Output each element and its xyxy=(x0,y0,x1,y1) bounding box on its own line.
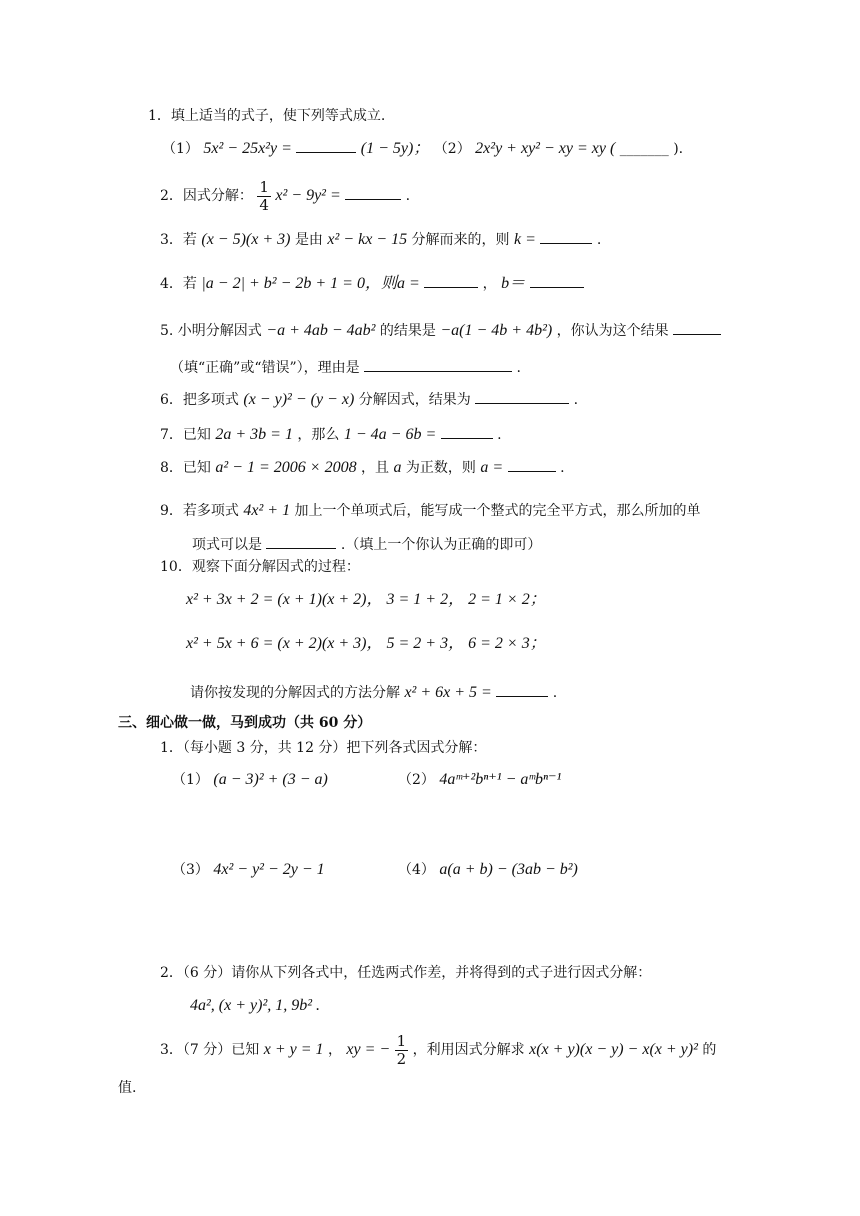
q2-fraction xyxy=(257,179,271,214)
q2-label: 2．因式分解： xyxy=(160,188,253,204)
q10-example1: x² + 3x + 2 = (x + 1)(x + 2)， 3 = 1 + 2， 2 = 1 × 2； xyxy=(186,591,546,608)
q3-label: 3．若 xyxy=(160,232,197,248)
p1b xyxy=(398,770,561,790)
p3-tail: 的 xyxy=(702,1042,717,1058)
q7-expr2: 1 − 4a − 6b = xyxy=(343,426,437,443)
p3-expr: x + y = 1 xyxy=(263,1041,324,1058)
p1a-expr: (a − 3)² + (3 − a) xyxy=(213,771,328,788)
p1b-prefix: （2） xyxy=(398,772,435,788)
p3-expr3: x(x + y)(x − y) − x(x + y)² xyxy=(529,1041,698,1058)
q5-mid: 的结果是 xyxy=(379,323,436,339)
p3-fraction-numerator: 1 xyxy=(396,1031,407,1050)
p2-expr: 4a², (x + y)², 1, 9b² . xyxy=(190,997,321,1014)
q2-fraction-denominator: 4 xyxy=(259,195,269,214)
q6-answer-blank[interactable] xyxy=(475,389,569,404)
q1a-answer-blank[interactable] xyxy=(296,138,356,153)
p3-line2: 值. xyxy=(118,1080,137,1096)
q10-task-prefix: 请你按发现的分解因式的方法分解 xyxy=(190,685,400,701)
q8-label: 8．已知 xyxy=(160,460,211,476)
q5-line2-tail: . xyxy=(516,360,521,376)
q1b-prefix: （2） xyxy=(433,141,471,157)
p3-fraction xyxy=(395,1033,409,1068)
q6-tail: . xyxy=(573,392,579,408)
q3-expr2: x² − kx − 15 xyxy=(327,231,408,248)
p1d-expr: a(a + b) − (3ab − b²) xyxy=(439,861,578,878)
q3-answer-blank[interactable] xyxy=(540,229,592,244)
q7-label: 7．已知 xyxy=(160,427,211,443)
q5-line2 xyxy=(170,357,521,378)
q5-answer-blank[interactable] xyxy=(673,320,721,335)
p3-expr2: xy = − xyxy=(346,1041,391,1058)
q4-answer-b-blank[interactable] xyxy=(530,273,584,288)
q5-reason-blank[interactable] xyxy=(364,357,512,372)
q3-expr: (x − 5)(x + 3) xyxy=(201,231,291,248)
q7-expr: 2a + 3b = 1 xyxy=(215,426,293,443)
q3-expr3: k = xyxy=(514,231,536,248)
q4-label: 4．若 xyxy=(160,276,197,292)
q5-expr: −a + 4ab − 4ab² xyxy=(266,322,376,339)
p1c-prefix: （3） xyxy=(172,862,209,878)
q4-mid: ， xyxy=(482,276,497,292)
q1-line xyxy=(162,138,683,159)
q1a-prefix: （1） xyxy=(162,141,199,157)
q8-answer-blank[interactable] xyxy=(508,457,556,472)
q9-line1 xyxy=(160,501,701,521)
q10-label: 10．观察下面分解因式的过程： xyxy=(160,559,360,575)
q9-label: 9．若多项式 xyxy=(160,503,239,519)
q10-example2: x² + 5x + 6 = (x + 2)(x + 3)， 5 = 2 + 3， 6 = 2 × 3； xyxy=(186,635,546,652)
q7-mid: ，那么 xyxy=(297,427,340,443)
q5-line1 xyxy=(160,320,721,341)
q8-expr3: a = xyxy=(480,459,504,476)
q8-tail: . xyxy=(560,460,565,476)
p3-sep: ， xyxy=(327,1042,342,1058)
p2-label: 2．（6 分）请你从下列各式中，任选两式作差，并将得到的式子进行因式分解： xyxy=(160,965,652,981)
q8-expr: a² − 1 = 2006 × 2008 xyxy=(215,459,357,476)
p3-line1 xyxy=(160,1030,716,1070)
p1c xyxy=(172,860,325,880)
p1c-expr: 4x² − y² − 2y − 1 xyxy=(213,861,325,878)
q5-expr2: −a(1 − 4b + 4b²) xyxy=(440,322,553,339)
q1a-expr: 5x² − 25x²y = xyxy=(203,140,292,157)
q9-line2-tail: .（填上一个你认为正确的即可） xyxy=(340,537,542,553)
q10-task-line xyxy=(190,682,557,703)
q3-mid2: 分解而来的，则 xyxy=(411,232,510,248)
q8-mid2: 为正数，则 xyxy=(405,460,476,476)
q7-tail: . xyxy=(497,427,502,443)
q2-line xyxy=(160,176,410,216)
q3-mid: 是由 xyxy=(294,232,323,248)
q8-expr2: a xyxy=(393,459,402,476)
q2-fraction-numerator: 1 xyxy=(259,177,269,196)
q7-line xyxy=(160,424,502,445)
p1b-expr: 4aᵐ⁺²bⁿ⁺¹ − aᵐbⁿ⁻¹ xyxy=(439,771,562,788)
p1a xyxy=(172,770,328,790)
q4-answer-a-blank[interactable] xyxy=(424,273,478,288)
q1-label: 1．填上适当的式子，使下列等式成立. xyxy=(148,108,386,124)
p3-label: 3．（7 分）已知 xyxy=(160,1042,260,1058)
q4-expr2: b＝ xyxy=(501,275,526,292)
q9-tail: 加上一个单项式后，能写成一个整式的完全平方式，那么所加的单 xyxy=(294,503,701,519)
q1a-tail: (1 − 5y)； xyxy=(360,140,430,157)
p3-mid: ，利用因式分解求 xyxy=(412,1042,525,1058)
q2-answer-blank[interactable] xyxy=(345,185,401,200)
q6-mid: 分解因式，结果为 xyxy=(358,392,471,408)
q5-line2-prefix: （填“正确”或“错误”），理由是 xyxy=(170,360,360,376)
q6-line xyxy=(160,389,578,410)
q5-tail: ，你认为这个结果 xyxy=(556,323,669,339)
q2-expr: x² − 9y² = xyxy=(275,187,341,204)
q9-line2 xyxy=(192,534,541,555)
q1b-expr: 2x²y + xy² − xy = xy ( xyxy=(475,140,616,157)
q7-answer-blank[interactable] xyxy=(441,424,493,439)
q3-line xyxy=(160,229,601,250)
q1b-tail: ). xyxy=(673,141,684,157)
q10-answer-blank[interactable] xyxy=(496,682,548,697)
p1a-prefix: （1） xyxy=(172,772,209,788)
section3-title: 三、细心做一做，马到成功（共 60 分） xyxy=(118,715,372,731)
q1b-answer-blank[interactable]: _______ xyxy=(619,141,669,157)
q10-task-expr: x² + 6x + 5 = xyxy=(404,684,492,701)
q9-line2-prefix: 项式可以是 xyxy=(192,537,262,553)
q9-expr: 4x² + 1 xyxy=(243,502,291,519)
q8-line xyxy=(160,457,565,478)
p3-fraction-denominator: 2 xyxy=(396,1049,407,1068)
q4-expr: |a − 2| + b² − 2b + 1 = 0，则a = xyxy=(201,275,420,292)
p1-label: 1．（每小题 3 分，共 12 分）把下列各式因式分解： xyxy=(160,740,487,756)
q6-label: 6．把多项式 xyxy=(160,392,239,408)
q6-expr: (x − y)² − (y − x) xyxy=(243,391,355,408)
q4-line xyxy=(160,273,584,294)
p1d xyxy=(398,860,578,880)
p1d-prefix: （4） xyxy=(398,862,435,878)
q3-tail: . xyxy=(596,232,602,248)
q10-task-tail: . xyxy=(552,685,558,701)
q5-label: 5. 小明分解因式 xyxy=(160,323,262,339)
q8-mid: ，且 xyxy=(361,460,390,476)
q9-answer-blank[interactable] xyxy=(266,534,336,549)
q2-tail: . xyxy=(405,188,411,204)
